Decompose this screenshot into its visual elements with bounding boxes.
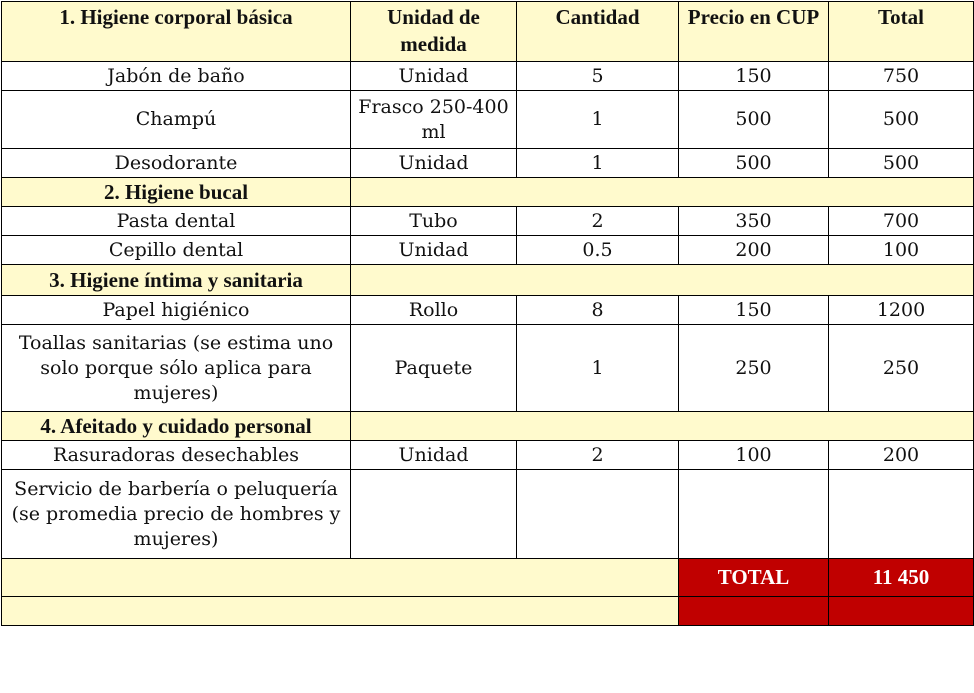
item-price: 350 (679, 207, 829, 236)
item-qty: 1 (517, 149, 679, 178)
item-total: 100 (829, 236, 974, 265)
item-qty: 2 (517, 441, 679, 470)
total-label: TOTAL (679, 559, 829, 597)
section-fill (351, 178, 974, 207)
header-price: Precio en CUP (679, 2, 829, 62)
item-unit: Rollo (351, 296, 517, 325)
item-qty (517, 470, 679, 559)
item-qty: 1 (517, 325, 679, 412)
table-row (2, 62, 974, 91)
item-qty: 2 (517, 207, 679, 236)
item-total: 500 (829, 149, 974, 178)
hygiene-cost-table (1, 1, 974, 626)
item-total: 200 (829, 441, 974, 470)
item-price: 500 (679, 91, 829, 149)
item-unit: Paquete (351, 325, 517, 412)
item-unit: Tubo (351, 207, 517, 236)
item-name: Desodorante (2, 149, 351, 178)
item-name: Papel higiénico (2, 296, 351, 325)
item-price: 500 (679, 149, 829, 178)
footer-fill (2, 597, 679, 626)
item-qty: 0.5 (517, 236, 679, 265)
table-row (2, 296, 974, 325)
item-qty: 5 (517, 62, 679, 91)
section-title: 2. Higiene bucal (2, 178, 351, 207)
section-title: 4. Afeitado y cuidado personal (2, 412, 351, 441)
header-item: 1. Higiene corporal básica (2, 2, 351, 62)
item-name: Toallas sanitarias (se estima uno solo porque sólo aplica para mujeres) (2, 325, 351, 412)
item-unit (351, 470, 517, 559)
item-unit: Unidad (351, 236, 517, 265)
section-fill (351, 412, 974, 441)
section-row (2, 178, 974, 207)
item-name: Cepillo dental (2, 236, 351, 265)
total-row-fill (2, 559, 679, 597)
item-price: 250 (679, 325, 829, 412)
item-qty: 1 (517, 91, 679, 149)
item-name: Servicio de barbería o peluquería (se promedia precio de hombres y mujeres) (2, 470, 351, 559)
section-fill (351, 265, 974, 296)
header-unit: Unidad de medida (351, 2, 517, 62)
section-row (2, 265, 974, 296)
item-total: 750 (829, 62, 974, 91)
header-total: Total (829, 2, 974, 62)
footer-red-cell (679, 597, 829, 626)
item-price: 100 (679, 441, 829, 470)
item-total (829, 470, 974, 559)
table-row (2, 236, 974, 265)
item-qty: 8 (517, 296, 679, 325)
footer-row (2, 597, 974, 626)
item-unit: Frasco 250-400 ml (351, 91, 517, 149)
item-price: 150 (679, 62, 829, 91)
footer-red-cell (829, 597, 974, 626)
table-row (2, 325, 974, 412)
item-total: 500 (829, 91, 974, 149)
header-row (2, 2, 974, 62)
item-unit: Unidad (351, 149, 517, 178)
table-row (2, 207, 974, 236)
table-row (2, 91, 974, 149)
item-price: 200 (679, 236, 829, 265)
item-unit: Unidad (351, 62, 517, 91)
item-price (679, 470, 829, 559)
item-total: 700 (829, 207, 974, 236)
item-name: Rasuradoras desechables (2, 441, 351, 470)
header-qty: Cantidad (517, 2, 679, 62)
item-total: 250 (829, 325, 974, 412)
total-value: 11 450 (829, 559, 974, 597)
item-price: 150 (679, 296, 829, 325)
table-row (2, 470, 974, 559)
table-row (2, 149, 974, 178)
section-title: 3. Higiene íntima y sanitaria (2, 265, 351, 296)
item-name: Pasta dental (2, 207, 351, 236)
item-name: Jabón de baño (2, 62, 351, 91)
item-unit: Unidad (351, 441, 517, 470)
section-row (2, 412, 974, 441)
table-row (2, 441, 974, 470)
total-row (2, 559, 974, 597)
item-total: 1200 (829, 296, 974, 325)
item-name: Champú (2, 91, 351, 149)
